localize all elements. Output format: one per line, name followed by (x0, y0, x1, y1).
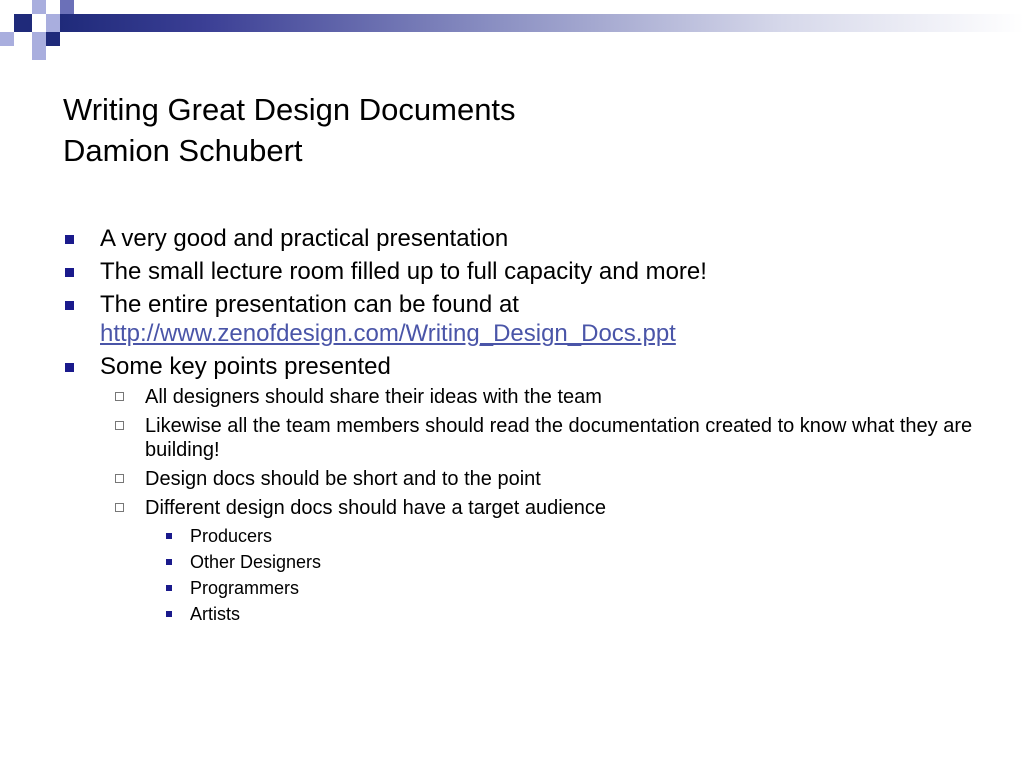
sub-bullet-text: Different design docs should have a target audience (145, 497, 607, 519)
decor-square-navy (14, 14, 32, 32)
audience-item (63, 603, 983, 625)
audience-item (63, 525, 983, 547)
decor-square-light (32, 32, 46, 46)
audience-item (63, 577, 983, 599)
audience-item (63, 551, 983, 573)
slide-body (63, 224, 983, 629)
bullet-item (63, 224, 983, 253)
bullet-text: Some key points presented (100, 353, 391, 380)
small-square-bullet-icon (166, 533, 172, 539)
sub-bullet-text: Likewise all the team members should read the documentation created to know what they are building! (145, 415, 973, 461)
sub-bullet-text: Design docs should be short and to the point (145, 468, 541, 490)
decor-square-mid (60, 0, 74, 14)
sub-bullet-item (63, 414, 983, 462)
bullet-item (63, 257, 983, 286)
audience-text: Artists (190, 604, 241, 624)
slide-title (63, 89, 963, 171)
hollow-square-bullet-icon (115, 503, 124, 512)
audience-text: Programmers (190, 578, 300, 598)
small-square-bullet-icon (166, 559, 172, 565)
hollow-square-bullet-icon (115, 474, 124, 483)
square-bullet-icon (65, 363, 74, 372)
sub-bullet-item (63, 496, 983, 520)
bullet-text: The entire presentation can be found at (100, 291, 519, 318)
square-bullet-icon (65, 268, 74, 277)
hollow-square-bullet-icon (115, 392, 124, 401)
header-gradient-band (60, 14, 1024, 32)
decor-square-light (0, 32, 14, 46)
decor-square-light (32, 0, 46, 14)
audience-text: Other Designers (190, 552, 322, 572)
bullet-item (63, 290, 983, 348)
square-bullet-icon (65, 301, 74, 310)
sub-bullet-text: All designers should share their ideas with the team (145, 386, 602, 408)
decor-square-navy (46, 32, 60, 46)
small-square-bullet-icon (166, 611, 172, 617)
bullet-text: A very good and practical presentation (100, 225, 509, 252)
square-bullet-icon (65, 235, 74, 244)
bullet-text: The small lecture room filled up to full capacity and more! (100, 258, 707, 285)
bullet-item (63, 352, 983, 381)
presentation-link[interactable]: http://www.zenofdesign.com/Writing_Design_Docs.ppt (100, 320, 676, 347)
sub-bullet-item (63, 467, 983, 491)
title-line: Writing Great Design Documents (63, 92, 516, 127)
hollow-square-bullet-icon (115, 421, 124, 430)
audience-text: Producers (190, 526, 273, 546)
decor-square-light (32, 46, 46, 60)
subtitle-author: Damion Schubert (63, 133, 303, 168)
sub-bullet-item (63, 385, 983, 409)
small-square-bullet-icon (166, 585, 172, 591)
decor-square-light (46, 14, 60, 32)
